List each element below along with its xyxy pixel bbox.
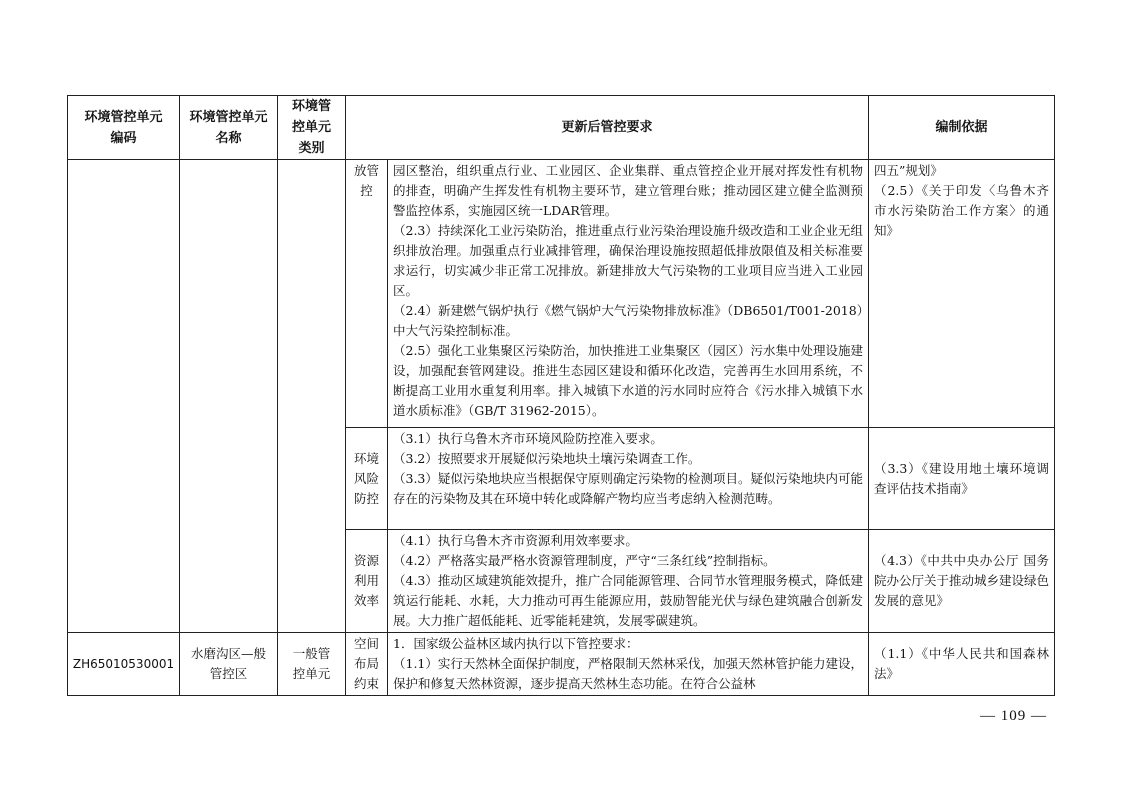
requirement-item: （2.4）新建燃气锅炉执行《燃气锅炉大气污染物排放标准》（DB6501/T001-2018）中大气污染控制标准。 xyxy=(393,303,864,338)
basis-item: （4.3）《中共中央办公厅 国务院办公厅关于推动城乡建设绿色发展的意见》 xyxy=(874,553,1050,608)
category-emission-control: 放管控 xyxy=(346,160,388,428)
unit-code: ZH65010530001 xyxy=(68,633,180,696)
header-requirements: 更新后管控要求 xyxy=(346,96,869,160)
continued-name-cell xyxy=(180,160,278,633)
basis-item: 四五”规划》 xyxy=(874,163,943,178)
requirement-item: （4.2）严格落实最严格水资源管理制度，严守“三条红线”控制指标。 xyxy=(393,553,776,568)
header-basis: 编制依据 xyxy=(869,96,1055,160)
requirement-item: 园区整治，组织重点行业、工业园区、企业集群、重点管控企业开展对挥发性有机物的排查，明确产生挥发性有机物主要环节，建立管理台账；推动园区建立健全监测预警监控体系，实施园区统一LDAR管理。 xyxy=(393,163,864,218)
requirements-emission-control xyxy=(388,160,869,428)
basis-spatial-layout xyxy=(869,633,1055,696)
unit-type: 一般管控单元 xyxy=(278,633,346,696)
basis-resource-efficiency xyxy=(869,530,1055,633)
table-row xyxy=(68,633,1055,696)
header-unit-type: 环境管控单元类别 xyxy=(278,96,346,160)
basis-item: （1.1）《中华人民共和国森林法》 xyxy=(874,646,1050,681)
requirements-risk-control xyxy=(388,428,869,530)
page-number: — 109 — xyxy=(980,708,1047,724)
basis-item: （2.5）《关于印发〈乌鲁木齐市水污染防治工作方案〉的通知》 xyxy=(874,183,1050,238)
requirement-item: 1．国家级公益林区域内执行以下管控要求： xyxy=(393,636,639,651)
unit-name: 水磨沟区—般管控区 xyxy=(180,633,278,696)
requirement-item: （2.5）强化工业集聚区污染防治，加快推进工业集聚区（园区）污水集中处理设施建设，加强配套管网建设。推进生态园区建设和循环化改造，完善再生水回用系统，不断提高工业用水重复利用率。排入城镇下水道的污水同时应符合《污水排入城镇下水道水质标准》（GB/T 31962-2015）。 xyxy=(393,343,864,418)
continued-code-cell xyxy=(68,160,180,633)
table-header-row xyxy=(68,96,1055,160)
category-risk-control: 环境风险防控 xyxy=(346,428,388,530)
requirement-item: （4.3）推动区域建筑能效提升，推广合同能源管理、合同节水管理服务模式，降低建筑运行能耗、水耗，大力推动可再生能源应用，鼓励智能光伏与绿色建筑融合创新发展。大力推广超低能耗、近零能耗建筑，发展零碳建筑。 xyxy=(393,573,864,628)
header-unit-name: 环境管控单元名称 xyxy=(180,96,278,160)
category-resource-efficiency: 资源利用效率 xyxy=(346,530,388,633)
requirement-item: （4.1）执行乌鲁木齐市资源利用效率要求。 xyxy=(393,533,638,548)
category-spatial-layout: 空间布局约束 xyxy=(346,633,388,696)
basis-emission-control xyxy=(869,160,1055,428)
requirement-item: （3.1）执行乌鲁木齐市环境风险防控准入要求。 xyxy=(393,431,663,446)
requirements-spatial-layout xyxy=(388,633,869,696)
requirement-item: （2.3）持续深化工业污染防治，推进重点行业污染治理设施升级改造和工业企业无组织排放治理。加强重点行业减排管理，确保治理设施按照超低排放限值及相关标准要求运行，切实减少非正常工况排放。新建排放大气污染物的工业项目应当进入工业园区。 xyxy=(393,223,864,298)
requirements-resource-efficiency xyxy=(388,530,869,633)
basis-item: （3.3）《建设用地土壤环境调查评估技术指南》 xyxy=(874,460,1050,496)
basis-risk-control xyxy=(869,428,1055,530)
continued-type-cell xyxy=(278,160,346,633)
requirement-item: （3.3）疑似污染地块应当根据保守原则确定污染物的检测项目。疑似污染地块内可能存在的污染物及其在环境中转化或降解产物均应当考虑纳入检测范畴。 xyxy=(393,471,864,506)
regulation-table xyxy=(67,95,1055,696)
requirement-item: （1.1）实行天然林全面保护制度，严格限制天然林采伐，加强天然林管护能力建设，保护和修复天然林资源，逐步提高天然林生态功能。在符合公益林 xyxy=(393,656,864,691)
header-unit-code: 环境管控单元编码 xyxy=(68,96,180,160)
table-row xyxy=(68,160,1055,428)
requirement-item: （3.2）按照要求开展疑似污染地块土壤污染调查工作。 xyxy=(393,451,701,466)
